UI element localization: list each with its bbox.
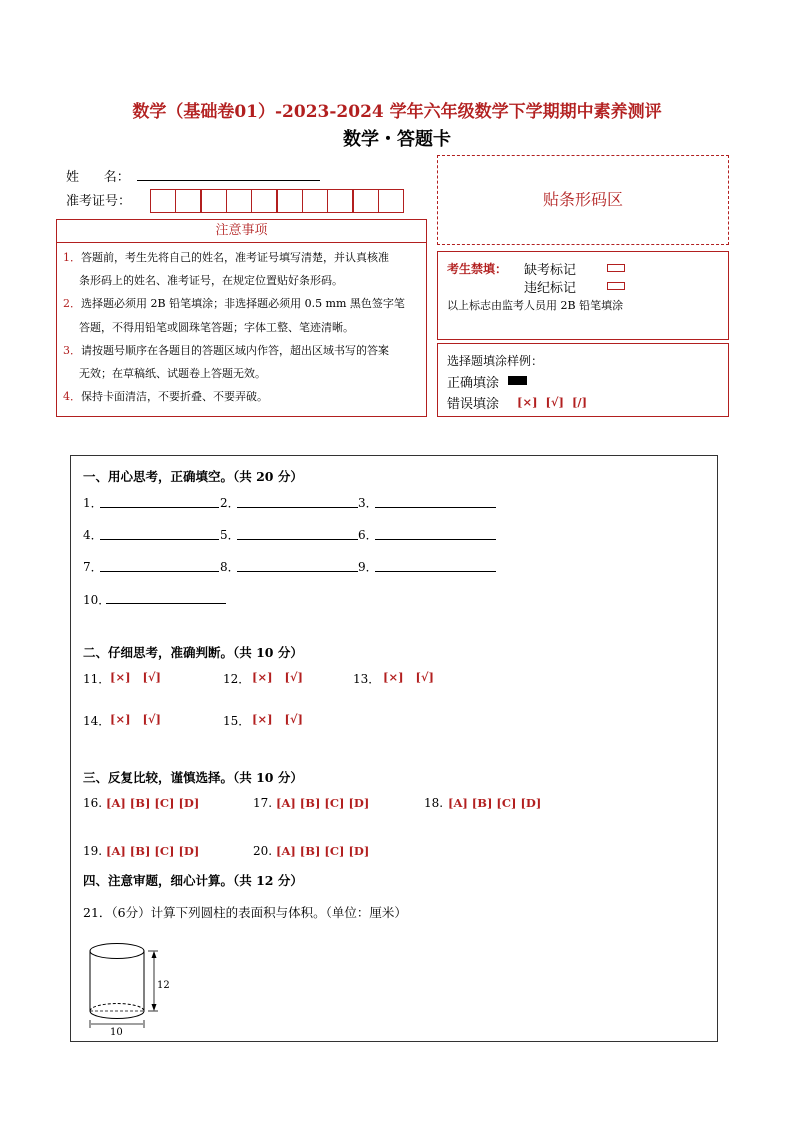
judge-num: 13． <box>353 672 381 686</box>
fill-num: 10． <box>83 593 111 607</box>
section-4-title: 四、注意审题，细心计算。（共 12 分） <box>83 873 303 888</box>
choice-options[interactable]: [A] [B] [C] [D] <box>276 844 370 858</box>
judge-options[interactable]: [×] [√] <box>252 670 303 684</box>
notice-num: 1 <box>63 251 70 264</box>
judge-num: 12． <box>223 672 251 686</box>
fill-num: 3． <box>358 496 378 510</box>
fill-line[interactable] <box>375 539 496 540</box>
notice-line: 选择题必须用 2B 铅笔填涂；非选择题必须用 0.5 mm 黑色签字笔 <box>81 297 405 310</box>
id-box[interactable] <box>226 189 253 213</box>
judge-num: 11． <box>83 672 111 686</box>
name-field[interactable] <box>137 180 320 181</box>
section-1-title: 一、用心思考，正确填空。（共 20 分） <box>83 469 303 484</box>
fill-line[interactable] <box>375 507 496 508</box>
cylinder-figure <box>84 938 184 1038</box>
section-3-title: 三、反复比较，谨慎选择。（共 10 分） <box>83 770 303 785</box>
notice-num: 2 <box>63 297 70 310</box>
id-box[interactable] <box>251 189 278 213</box>
fill-line[interactable] <box>375 571 496 572</box>
fill-line[interactable] <box>100 571 219 572</box>
fill-line[interactable] <box>237 507 358 508</box>
violation-mark[interactable] <box>607 282 625 290</box>
judge-options[interactable]: [×] [√] <box>110 670 161 684</box>
judge-options[interactable]: [×] [√] <box>383 670 434 684</box>
choice-num: 16. <box>83 796 103 810</box>
notice-line: 答题前，考生先将自己的姓名，准考证号填写清楚，并认真核准 <box>81 251 389 264</box>
fill-line[interactable] <box>106 603 226 604</box>
id-box[interactable] <box>175 189 202 213</box>
fill-num: 4． <box>83 528 103 542</box>
height-label: 12 <box>157 980 170 991</box>
barcode-label: 贴条形码区 <box>542 190 623 209</box>
fill-line[interactable] <box>237 539 358 540</box>
forbidden-label: 考生禁填： <box>447 262 508 276</box>
id-box[interactable] <box>200 189 227 213</box>
notice-line: 条形码上的姓名、准考证号，在规定位置贴好条形码。 <box>79 274 343 287</box>
fill-num: 6． <box>358 528 378 542</box>
violation-label: 违纪标记 <box>524 281 577 296</box>
notice-line: 无效；在草稿纸、试题卷上答题无效。 <box>79 367 266 380</box>
choice-options[interactable]: [A] [B] [C] [D] <box>276 796 370 810</box>
id-box[interactable] <box>150 189 177 213</box>
sample-title: 选择题填涂样例： <box>447 354 544 368</box>
filled-sample <box>508 376 527 385</box>
diameter-label: 10 <box>110 1027 123 1038</box>
wrong-marks: [×] [√] [/] <box>517 395 588 409</box>
id-boxes[interactable] <box>151 189 404 213</box>
id-box[interactable] <box>276 189 303 213</box>
id-box[interactable] <box>302 189 329 213</box>
choice-num: 19. <box>83 844 103 858</box>
absent-mark[interactable] <box>607 264 625 272</box>
id-box[interactable] <box>378 189 405 213</box>
id-box[interactable] <box>327 189 354 213</box>
choice-num: 18. <box>424 796 444 810</box>
fill-num: 9． <box>358 560 378 574</box>
q21-text: 21．（6分）计算下列圆柱的表面积与体积。（单位：厘米） <box>83 905 407 920</box>
fill-line[interactable] <box>100 539 219 540</box>
fill-num: 1． <box>83 496 103 510</box>
choice-options[interactable]: [A] [B] [C] [D] <box>106 796 200 810</box>
fill-line[interactable] <box>100 507 219 508</box>
notice-num: 4 <box>63 390 70 403</box>
choice-num: 20. <box>253 844 273 858</box>
judge-num: 15． <box>223 714 251 728</box>
choice-num: 17. <box>253 796 273 810</box>
notice-num: 3 <box>63 344 70 357</box>
choice-options[interactable]: [A] [B] [C] [D] <box>448 796 542 810</box>
name-label: 姓 名： <box>66 170 130 185</box>
judge-options[interactable]: [×] [√] <box>110 712 161 726</box>
forbidden-note: 以上标志由监考人员用 2B 铅笔填涂 <box>447 299 624 312</box>
page-subtitle: 数学・答题卡 <box>343 129 451 150</box>
notice-line: 保持卡面清洁，不要折叠、不要弄破。 <box>81 390 268 403</box>
judge-num: 14． <box>83 714 111 728</box>
fill-num: 7． <box>83 560 103 574</box>
absent-label: 缺考标记 <box>524 263 577 278</box>
notice-line: 答题，不得用铅笔或圆珠笔答题；字体工整、笔迹清晰。 <box>79 321 354 334</box>
fill-line[interactable] <box>237 571 358 572</box>
notice-line: 请按题号顺序在各题目的答题区域内作答，超出区域书写的答案 <box>81 344 389 357</box>
wrong-label: 错误填涂 <box>447 397 500 412</box>
fill-num: 5． <box>220 528 240 542</box>
page-title: 数学（基础卷01）-2023-2024 学年六年级数学下学期期中素养测评 <box>132 102 662 122</box>
choice-options[interactable]: [A] [B] [C] [D] <box>106 844 200 858</box>
id-label: 准考证号： <box>66 194 132 209</box>
fill-num: 2． <box>220 496 240 510</box>
section-2-title: 二、仔细思考，准确判断。（共 10 分） <box>83 645 303 660</box>
id-box[interactable] <box>352 189 379 213</box>
fill-num: 8． <box>220 560 240 574</box>
notice-heading: 注意事项 <box>56 219 427 243</box>
judge-options[interactable]: [×] [√] <box>252 712 303 726</box>
correct-label: 正确填涂 <box>447 376 500 391</box>
